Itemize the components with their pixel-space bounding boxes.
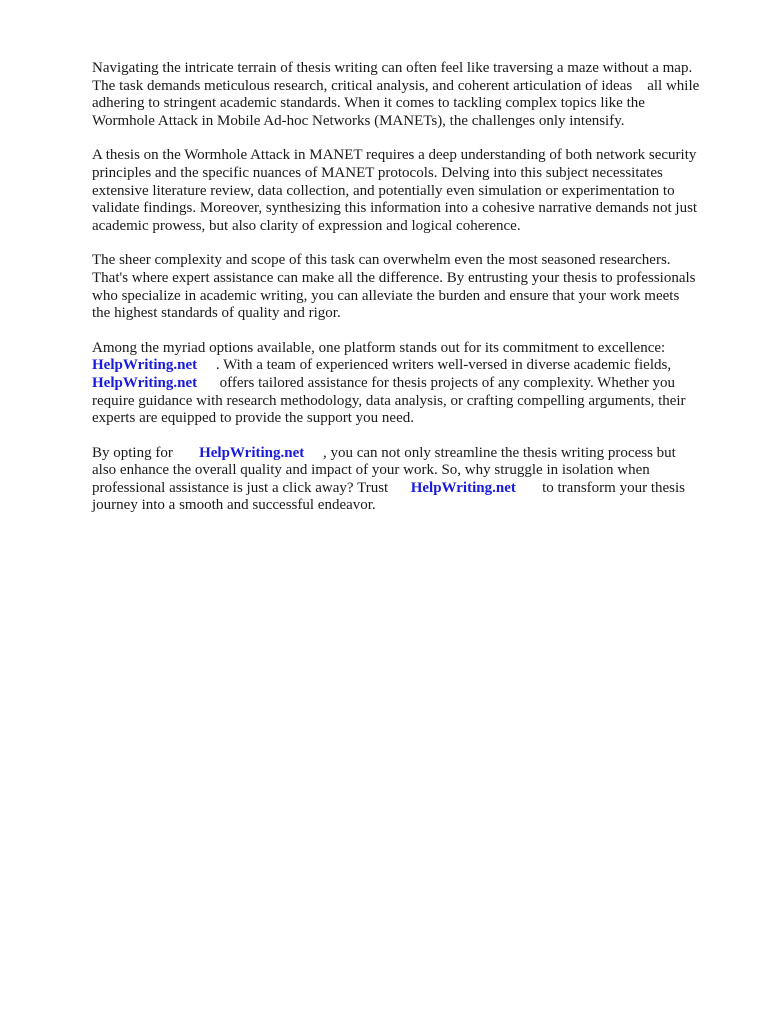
- helpwriting-link[interactable]: HelpWriting.net: [199, 444, 305, 461]
- text-line: The sheer complexity and scope of this task can overwhelm even the most seasoned researchers.: [92, 252, 671, 269]
- document-body: [92, 60, 732, 532]
- text-line: Wormhole Attack in Mobile Ad-hoc Networks (MANETs), the challenges only intensify.: [92, 112, 625, 129]
- text-fragment: to transform your thesis: [515, 479, 685, 496]
- text-line: principles and the specific nuances of MANET protocols. Delving into this subject necessitates: [92, 164, 663, 181]
- text-line: experts are equipped to provide the support you need.: [92, 410, 414, 427]
- helpwriting-link[interactable]: HelpWriting.net: [410, 479, 516, 496]
- text-line: extensive literature review, data collection, and potentially even simulation or experimentation to: [92, 182, 675, 199]
- text-fragment: . With a team of experienced writers well-versed in diverse academic fields,: [197, 357, 672, 374]
- text-fragment: offers tailored assistance for thesis projects of any complexity. Whether you: [197, 374, 676, 391]
- text-fragment: , you can not only streamline the thesis writing process but: [304, 444, 676, 461]
- text-line: the highest standards of quality and rigor.: [92, 305, 341, 322]
- text-line: [92, 357, 732, 375]
- text-line: [92, 480, 732, 498]
- text-line: Navigating the intricate terrain of thesis writing can often feel like traversing a maze without a map.: [92, 60, 693, 76]
- text-line: [92, 375, 732, 393]
- helpwriting-link[interactable]: HelpWriting.net: [92, 374, 198, 391]
- text-fragment: By opting for: [92, 444, 200, 461]
- paragraph-platform: [92, 340, 732, 428]
- text-line: The task demands meticulous research, critical analysis, and coherent articulation of ideas all while: [92, 77, 700, 94]
- text-line: A thesis on the Wormhole Attack in MANET requires a deep understanding of both network security: [92, 147, 697, 164]
- text-line: That's where expert assistance can make all the difference. By entrusting your thesis to professionals: [92, 269, 696, 286]
- paragraph-intro: [92, 60, 732, 130]
- text-line: academic prowess, but also clarity of expression and logical coherence.: [92, 217, 521, 234]
- text-line: adhering to stringent academic standards. When it comes to tackling complex topics like the: [92, 95, 645, 112]
- text-line: validate findings. Moreover, synthesizing this information into a cohesive narrative demands not just: [92, 200, 698, 217]
- paragraph-complexity: [92, 252, 732, 322]
- helpwriting-link[interactable]: HelpWriting.net: [92, 357, 198, 374]
- text-line: journey into a smooth and successful endeavor.: [92, 497, 376, 514]
- text-line: [92, 445, 732, 463]
- text-line: who specialize in academic writing, you can alleviate the burden and ensure that your work meets: [92, 287, 680, 304]
- text-line: Among the myriad options available, one platform stands out for its commitment to excellence:: [92, 339, 666, 356]
- paragraph-conclusion: [92, 445, 732, 515]
- paragraph-thesis: [92, 147, 732, 235]
- text-line: also enhance the overall quality and impact of your work. So, why struggle in isolation when: [92, 462, 650, 479]
- text-fragment: professional assistance is just a click away? Trust: [92, 479, 411, 496]
- text-line: require guidance with research methodology, data analysis, or crafting compelling arguments, their: [92, 392, 686, 409]
